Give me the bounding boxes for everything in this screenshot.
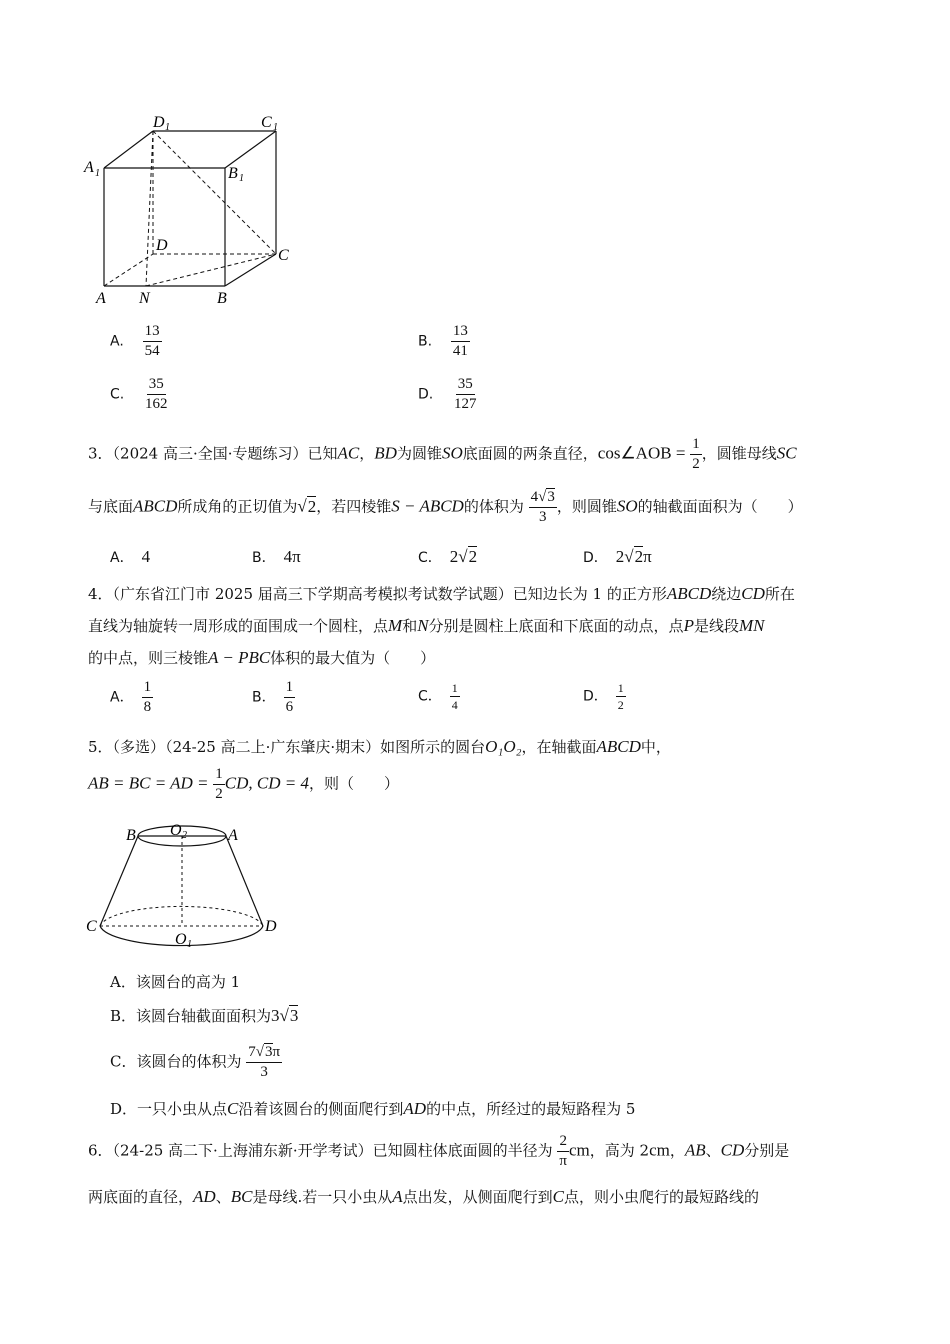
label-O1: O [175, 931, 187, 948]
q3-option-c[interactable]: C． 2√2 [418, 547, 478, 566]
label-B: B [217, 290, 227, 307]
label-B: B [126, 827, 136, 844]
q4-option-b[interactable]: B． $\frac{1}{6}$ [252, 679, 294, 715]
label-C: C [278, 247, 289, 264]
q5-option-d[interactable]: D．一只小虫从点C沿着该圆台的侧面爬行到AD的中点，所经过的最短路程为 5 [110, 1099, 636, 1118]
label-A1: A [84, 159, 94, 176]
q5-line1: 5．（多选）（24-25 高二上·广东肇庆·期末）如图所示的圆台O₁O₂，在轴截面ABCD中， [88, 737, 671, 756]
svg-text:1: 1 [273, 122, 278, 133]
q3-line2: 与底面ABCD所成角的正切值为√2，若四棱锥S − ABCD的体积为 $\frac{4√3}{3}$ ，则圆锥SO的轴截面面积为（ ） [88, 489, 803, 525]
q4-option-c[interactable]: C． $\frac{1}{4}$ [418, 681, 458, 712]
label-N: N [139, 290, 150, 307]
q5-line2: AB = BC = AD = $\frac{1}{2}$ CD, CD = 4，则（ ） [88, 766, 400, 802]
q4-option-d[interactable]: D． $\frac{1}{2}$ [583, 681, 624, 712]
q3-line1: 3．（2024 高三·全国·专题练习）已知AC，BD为圆锥SO底面圆的两条直径，cos∠AOB = $\frac{1}{2}$ ，圆锥母线SC [88, 436, 797, 472]
q6-line1: 6．（24-25 高二下·上海浦东新·开学考试）已知圆柱体底面圆的半径为 $\frac{2}{\pi}$ cm，高为 2cm，AB、CD分别是 [88, 1133, 790, 1169]
label-A: A [96, 290, 106, 307]
label-D: D [156, 237, 168, 254]
q3-option-a[interactable]: A． 4 [110, 547, 151, 566]
label-A: A [228, 827, 238, 844]
frustum-figure [80, 818, 290, 948]
q2-option-a[interactable]: A. $\frac{13}{54}$ [110, 323, 160, 359]
q5-option-b[interactable]: B．该圆台轴截面面积为3√3 [110, 1006, 299, 1025]
q4-line3: 的中点，则三棱锥A − PBC体积的最大值为（ ） [88, 648, 436, 667]
label-C1: C [261, 114, 272, 131]
q3-option-d[interactable]: D． 2√2π [583, 547, 652, 566]
svg-text:2: 2 [182, 830, 187, 841]
q5-option-a[interactable]: A．该圆台的高为 1 [110, 973, 241, 991]
svg-text:1: 1 [239, 173, 244, 184]
q2-option-c[interactable]: C. $\frac{35}{162}$ [110, 376, 168, 412]
cube-figure [80, 110, 300, 315]
q2-option-d[interactable]: D. $\frac{35}{127}$ [418, 376, 477, 412]
q3-option-b[interactable]: B． 4π [252, 547, 301, 566]
q6-line2: 两底面的直径，AD、BC是母线.若一只小虫从A点出发，从侧面爬行到C点，则小虫爬行的最短路线的 [88, 1187, 759, 1206]
svg-text:1: 1 [95, 168, 100, 179]
q2-option-b[interactable]: B. $\frac{13}{41}$ [418, 323, 468, 359]
label-D: D [265, 918, 277, 935]
q4-line1: 4．（广东省江门市 2025 届高三下学期高考模拟考试数学试题）已知边长为 1 的正方形ABCD绕边CD所在 [88, 584, 795, 603]
label-D1: D [153, 114, 165, 131]
label-O2: O [170, 822, 182, 839]
label-C: C [86, 918, 97, 935]
svg-text:1: 1 [165, 122, 170, 133]
q4-line2: 直线为轴旋转一周形成的面围成一个圆柱，点M和N分别是圆柱上底面和下底面的动点，点P是线段MN [88, 616, 765, 635]
q4-option-a[interactable]: A． $\frac{1}{8}$ [110, 679, 152, 715]
label-B1: B [228, 165, 238, 182]
svg-text:1: 1 [187, 939, 192, 948]
q5-option-c[interactable]: C．该圆台的体积为 $\frac{7√3\pi}{3}$ [110, 1044, 281, 1080]
